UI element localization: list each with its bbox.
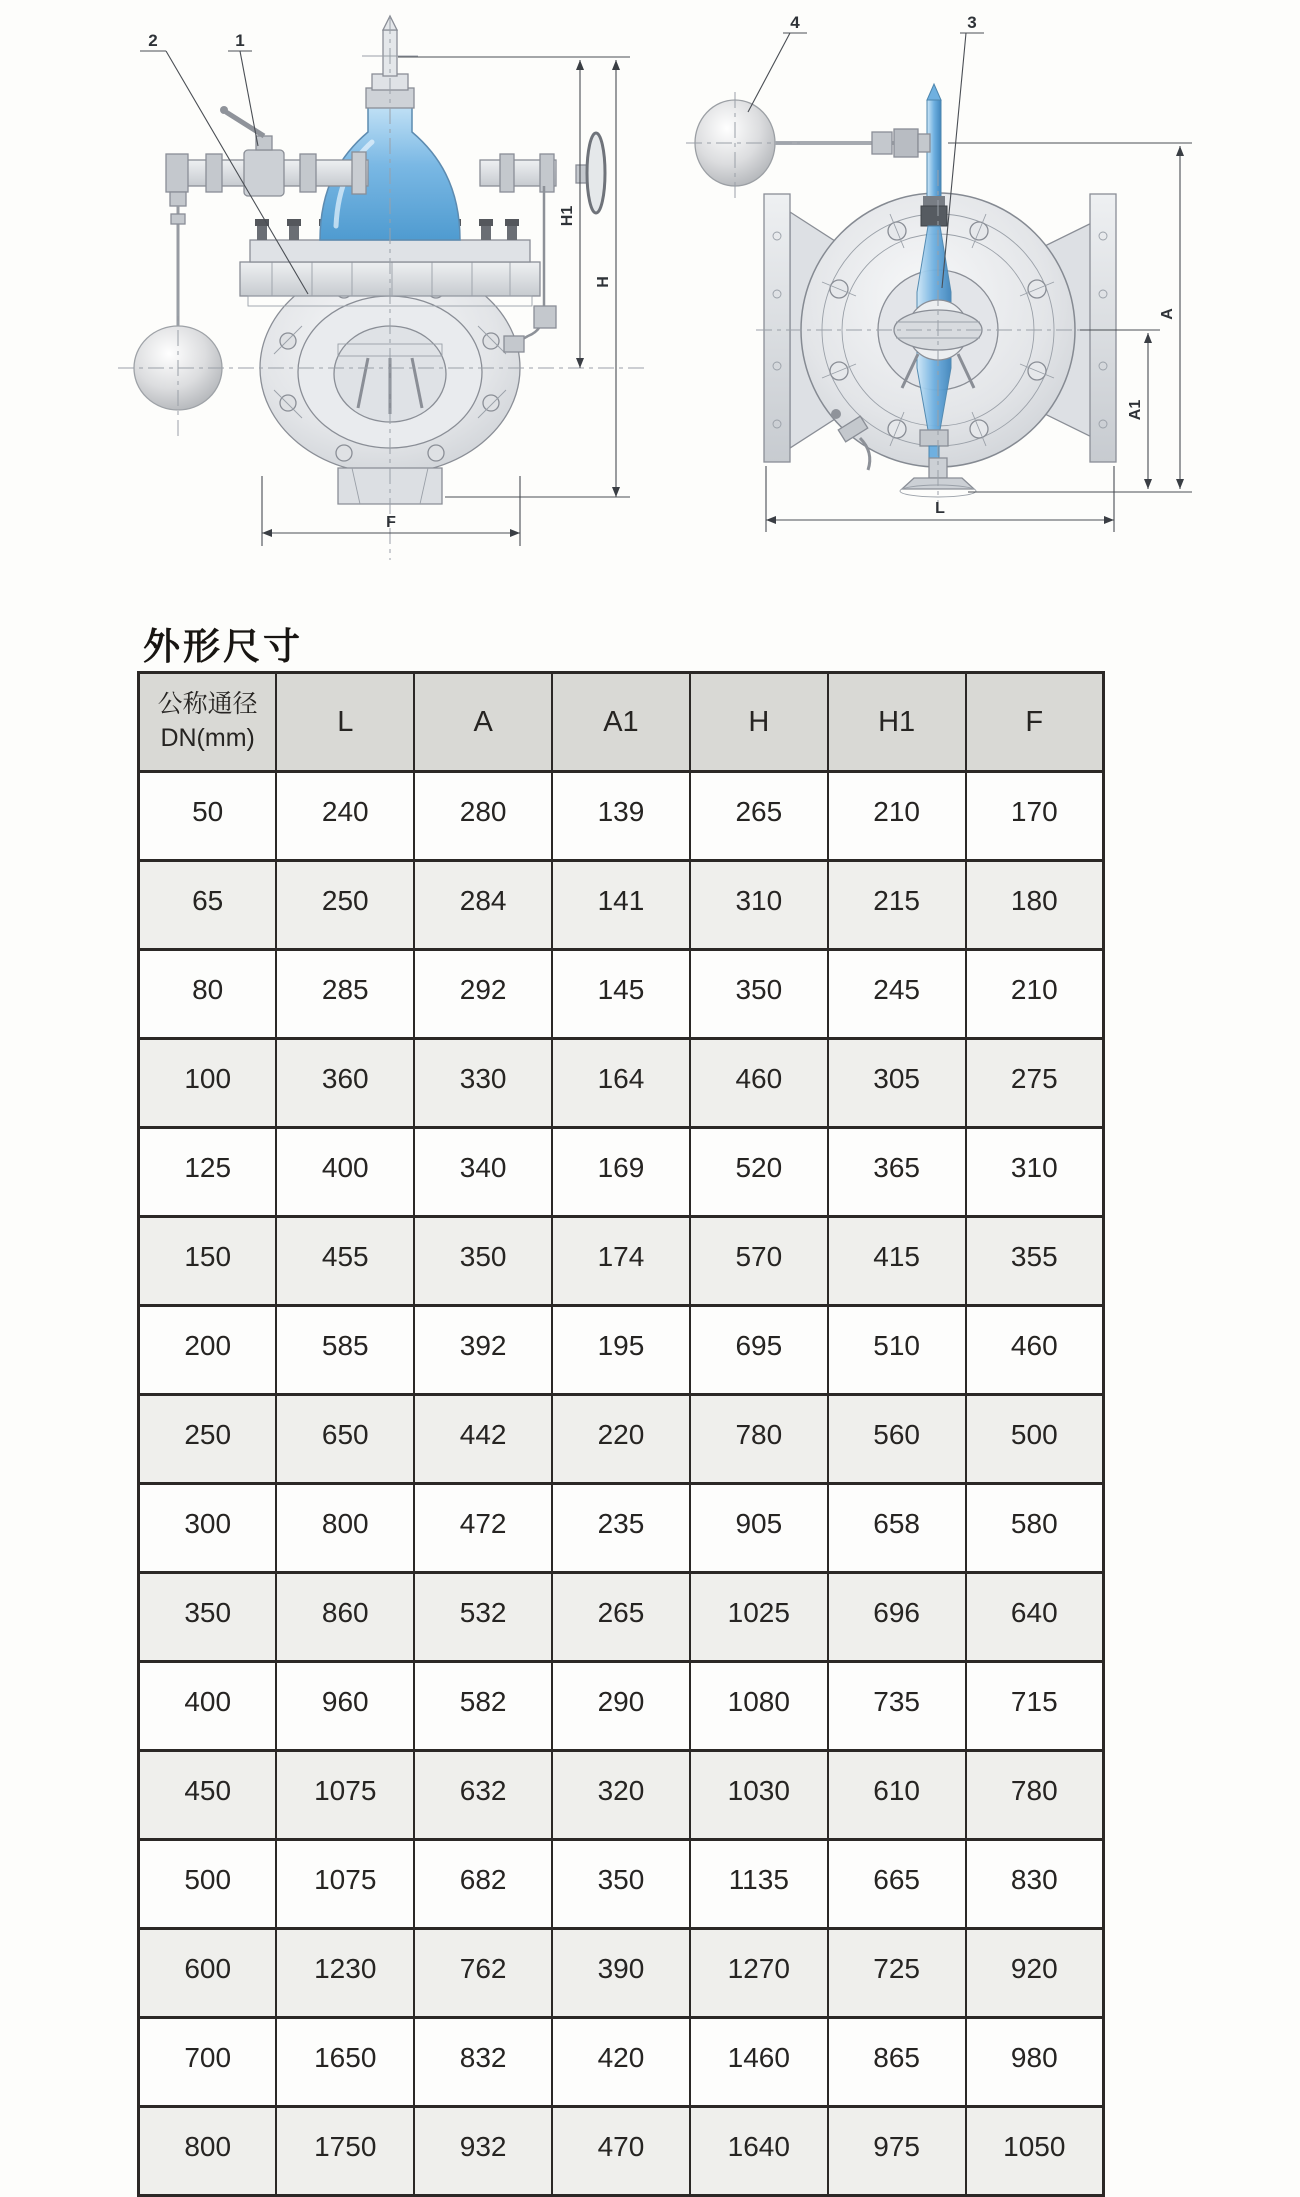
table-row (139, 1306, 1104, 1395)
dn-cell: 125 (139, 1128, 277, 1217)
dimension-cell: 355 (966, 1217, 1104, 1306)
dimension-cell: 682 (414, 1840, 552, 1929)
dimension-cell: 470 (552, 2107, 690, 2196)
callout-1-leader (240, 51, 258, 146)
dimension-cell: 780 (690, 1395, 828, 1484)
dn-cell: 250 (139, 1395, 277, 1484)
dimension-cell: 585 (276, 1306, 414, 1395)
dimension-cell: 220 (552, 1395, 690, 1484)
dimension-cell: 145 (552, 950, 690, 1039)
callout-3: 3 (967, 13, 977, 32)
dimension-cell: 275 (966, 1039, 1104, 1128)
dimension-cell: 265 (690, 772, 828, 861)
dimension-cell: 610 (828, 1751, 966, 1840)
dimension-cell: 920 (966, 1929, 1104, 2018)
dimension-cell: 650 (276, 1395, 414, 1484)
table-row (139, 1395, 1104, 1484)
dimension-cell: 1640 (690, 2107, 828, 2196)
dimension-cell: 215 (828, 861, 966, 950)
dn-cell: 350 (139, 1573, 277, 1662)
dimension-cell: 164 (552, 1039, 690, 1128)
callout-4-leader (748, 33, 790, 112)
dimension-cell: 582 (414, 1662, 552, 1751)
dimension-cell: 865 (828, 2018, 966, 2107)
dimension-cell: 1750 (276, 2107, 414, 2196)
dimension-cell: 360 (276, 1039, 414, 1128)
table-row (139, 2107, 1104, 2196)
dimension-cell: 340 (414, 1128, 552, 1217)
table-row (139, 1484, 1104, 1573)
dimension-cell: 170 (966, 772, 1104, 861)
dimension-cell: 350 (690, 950, 828, 1039)
dn-cell: 150 (139, 1217, 277, 1306)
table-row (139, 2018, 1104, 2107)
callout-1: 1 (235, 31, 245, 50)
dimension-cell: 330 (414, 1039, 552, 1128)
header-h: H (690, 673, 828, 772)
dn-cell: 500 (139, 1840, 277, 1929)
header-f: F (966, 673, 1104, 772)
dimension-cell: 139 (552, 772, 690, 861)
table-row (139, 1929, 1104, 2018)
dimension-cell: 510 (828, 1306, 966, 1395)
dimension-cell: 455 (276, 1217, 414, 1306)
table-row (139, 1840, 1104, 1929)
dimension-cell: 284 (414, 861, 552, 950)
table-row (139, 772, 1104, 861)
dimension-cell: 292 (414, 950, 552, 1039)
technical-drawings (0, 0, 1300, 615)
dimension-cell: 1075 (276, 1840, 414, 1929)
dimension-cell: 832 (414, 2018, 552, 2107)
dimension-cell: 520 (690, 1128, 828, 1217)
dimension-cell: 310 (690, 861, 828, 950)
dimension-cell: 1650 (276, 2018, 414, 2107)
dimension-cell: 210 (966, 950, 1104, 1039)
section-title: 外形尺寸 (143, 626, 303, 667)
dimension-cell: 285 (276, 950, 414, 1039)
dimension-cell: 141 (552, 861, 690, 950)
header-dn (139, 673, 277, 772)
dimension-cell: 725 (828, 1929, 966, 2018)
dimension-cell: 1050 (966, 2107, 1104, 2196)
dimension-cell: 169 (552, 1128, 690, 1217)
ball-valve-handle (226, 112, 264, 136)
dn-cell: 300 (139, 1484, 277, 1573)
dn-cell: 400 (139, 1662, 277, 1751)
dimension-cell: 860 (276, 1573, 414, 1662)
dimension-cell: 290 (552, 1662, 690, 1751)
dimension-table-body (139, 772, 1104, 2196)
handwheel (587, 133, 605, 213)
dimension-cell: 350 (414, 1217, 552, 1306)
dimension-cell: 460 (690, 1039, 828, 1128)
table-row (139, 861, 1104, 950)
dimension-cell: 1025 (690, 1573, 828, 1662)
dim-label-h1: H1 (559, 205, 576, 227)
dimension-cell: 715 (966, 1662, 1104, 1751)
table-row (139, 950, 1104, 1039)
dimension-cell: 265 (552, 1573, 690, 1662)
dimension-cell: 560 (828, 1395, 966, 1484)
dn-cell: 80 (139, 950, 277, 1039)
dimension-cell: 240 (276, 772, 414, 861)
table-row (139, 1217, 1104, 1306)
dimension-cell: 350 (552, 1840, 690, 1929)
valve-front-view-drawing (686, 13, 1192, 532)
dimension-cell: 960 (276, 1662, 414, 1751)
dim-label-l: L (935, 500, 945, 517)
dimension-table (137, 671, 1105, 2197)
dimension-cell: 420 (552, 2018, 690, 2107)
table-row (139, 1662, 1104, 1751)
table-row (139, 1751, 1104, 1840)
dimension-cell: 532 (414, 1573, 552, 1662)
dimension-cell: 658 (828, 1484, 966, 1573)
header-a1: A1 (552, 673, 690, 772)
dim-label-f: F (386, 514, 396, 531)
header-a: A (414, 673, 552, 772)
table-row (139, 1039, 1104, 1128)
dn-cell: 450 (139, 1751, 277, 1840)
table-row (139, 1573, 1104, 1662)
dimension-cell: 180 (966, 861, 1104, 950)
dimension-cell: 1460 (690, 2018, 828, 2107)
dimension-cell: 632 (414, 1751, 552, 1840)
dimension-cell: 210 (828, 772, 966, 861)
dimension-cell: 932 (414, 2107, 552, 2196)
dimension-cell: 640 (966, 1573, 1104, 1662)
dimension-cell: 250 (276, 861, 414, 950)
dimension-cell: 1080 (690, 1662, 828, 1751)
dimension-cell: 320 (552, 1751, 690, 1840)
dim-label-h: H (595, 276, 612, 288)
dimension-cell: 1270 (690, 1929, 828, 2018)
dn-cell: 100 (139, 1039, 277, 1128)
dimension-cell: 735 (828, 1662, 966, 1751)
dimension-cell: 245 (828, 950, 966, 1039)
dimension-cell: 1030 (690, 1751, 828, 1840)
dimension-cell: 460 (966, 1306, 1104, 1395)
ball-valve (244, 150, 284, 196)
dn-cell: 65 (139, 861, 277, 950)
inlet-flange (764, 194, 790, 462)
dimension-cell: 905 (690, 1484, 828, 1573)
dimension-cell: 174 (552, 1217, 690, 1306)
dimension-cell: 780 (966, 1751, 1104, 1840)
dimension-cell: 580 (966, 1484, 1104, 1573)
dimension-cell: 390 (552, 1929, 690, 2018)
dim-label-a: A (1159, 308, 1176, 320)
header-l: L (276, 673, 414, 772)
dimension-cell: 415 (828, 1217, 966, 1306)
dimension-cell: 980 (966, 2018, 1104, 2107)
callout-2: 2 (148, 31, 158, 50)
dimension-cell: 975 (828, 2107, 966, 2196)
header-dn-line1: 公称通径 (157, 690, 258, 719)
dimension-cell: 195 (552, 1306, 690, 1395)
dn-cell: 50 (139, 772, 277, 861)
dim-label-a1: A1 (1127, 399, 1144, 421)
dn-cell: 600 (139, 1929, 277, 2018)
dimension-cell: 280 (414, 772, 552, 861)
dimension-cell: 1135 (690, 1840, 828, 1929)
dimension-cell: 800 (276, 1484, 414, 1573)
pipe-elbow (166, 154, 188, 192)
valve-side-view-drawing (118, 16, 648, 560)
table-header-row (139, 673, 1104, 772)
outlet-flange (1090, 194, 1116, 462)
dn-cell: 200 (139, 1306, 277, 1395)
dimension-cell: 400 (276, 1128, 414, 1217)
dn-cell: 700 (139, 2018, 277, 2107)
callout-4: 4 (790, 13, 800, 32)
dimension-cell: 695 (690, 1306, 828, 1395)
dimension-cell: 472 (414, 1484, 552, 1573)
dimension-cell: 570 (690, 1217, 828, 1306)
dimension-table-container (137, 671, 1105, 2197)
dimension-cell: 665 (828, 1840, 966, 1929)
table-row (139, 1128, 1104, 1217)
header-h1: H1 (828, 673, 966, 772)
dimension-cell: 830 (966, 1840, 1104, 1929)
dimension-cell: 235 (552, 1484, 690, 1573)
dimension-cell: 365 (828, 1128, 966, 1217)
header-dn-line2: DN(mm) (160, 724, 255, 752)
dimension-cell: 1075 (276, 1751, 414, 1840)
dimension-cell: 310 (966, 1128, 1104, 1217)
dimension-cell: 392 (414, 1306, 552, 1395)
dimension-cell: 1230 (276, 1929, 414, 2018)
dimension-cell: 305 (828, 1039, 966, 1128)
dimension-cell: 500 (966, 1395, 1104, 1484)
dimension-cell: 696 (828, 1573, 966, 1662)
dimension-cell: 442 (414, 1395, 552, 1484)
dn-cell: 800 (139, 2107, 277, 2196)
dimension-cell: 762 (414, 1929, 552, 2018)
